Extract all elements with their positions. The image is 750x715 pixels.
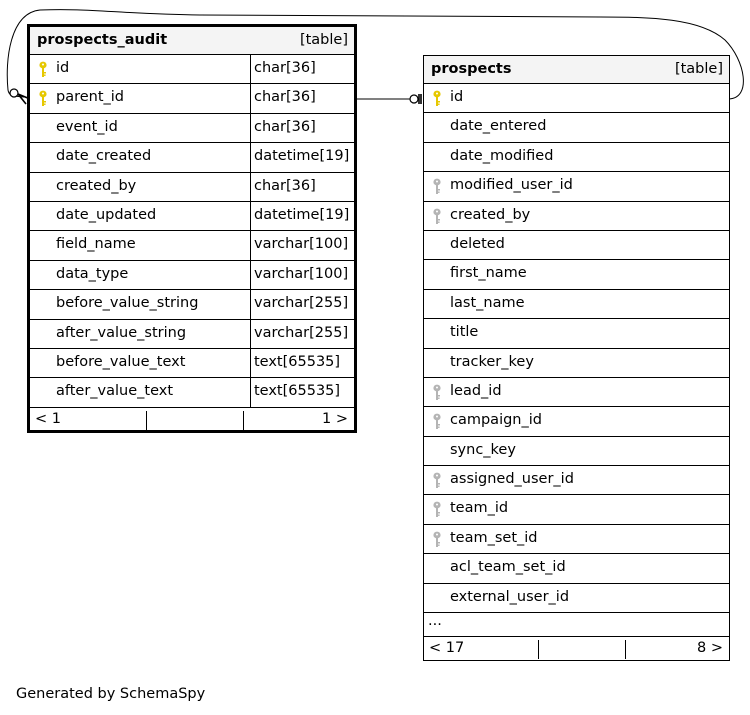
- column-name: parent_id: [56, 89, 125, 106]
- table-name: prospects_audit: [37, 32, 168, 48]
- column-row[interactable]: [424, 231, 729, 260]
- column-row[interactable]: [30, 55, 354, 84]
- column-row[interactable]: [424, 554, 729, 583]
- column-type: text[65535]: [254, 353, 341, 370]
- column-name: date_created: [56, 148, 152, 165]
- column-type: char[36]: [254, 60, 316, 76]
- column-type: text[65535]: [254, 383, 341, 400]
- column-name: lead_id: [450, 382, 502, 399]
- table-prospects-audit[interactable]: [27, 24, 357, 433]
- column-type: datetime[19]: [254, 148, 350, 165]
- column-row[interactable]: [424, 84, 729, 113]
- table-header: [424, 56, 729, 84]
- column-row[interactable]: [424, 437, 729, 466]
- column-type: char[36]: [254, 118, 316, 135]
- column-row[interactable]: [30, 378, 354, 407]
- key-icon: [432, 178, 442, 195]
- key-icon: [432, 413, 442, 430]
- key-icon: [432, 531, 442, 548]
- children-count[interactable]: 1 >: [322, 410, 348, 427]
- column-name: tracker_key: [450, 353, 534, 370]
- one-marker: [419, 94, 421, 104]
- column-name: campaign_id: [450, 412, 542, 429]
- column-name: before_value_text: [56, 353, 186, 370]
- column-name: team_set_id: [450, 529, 538, 546]
- column-row[interactable]: [424, 525, 729, 554]
- column-name: event_id: [56, 118, 118, 135]
- column-row[interactable]: [30, 320, 354, 349]
- parents-count[interactable]: < 1: [35, 410, 61, 427]
- column-row[interactable]: [30, 261, 354, 290]
- column-name: field_name: [56, 236, 136, 253]
- column-row[interactable]: [424, 113, 729, 142]
- zero-or-one-marker: [410, 95, 418, 103]
- table-header: [30, 27, 354, 55]
- column-type: varchar[255]: [254, 295, 349, 312]
- column-row[interactable]: [424, 143, 729, 172]
- column-row[interactable]: [30, 173, 354, 202]
- column-name: modified_user_id: [450, 177, 573, 194]
- key-icon: [432, 384, 442, 401]
- column-row[interactable]: [30, 290, 354, 319]
- column-type: datetime[19]: [254, 206, 350, 223]
- key-icon: [38, 61, 48, 78]
- column-name: before_value_string: [56, 295, 199, 312]
- more-columns-label: ...: [428, 613, 442, 630]
- key-icon: [432, 90, 442, 107]
- column-name: date_updated: [56, 206, 157, 223]
- children-count[interactable]: 8 >: [697, 640, 723, 657]
- column-row[interactable]: [30, 349, 354, 378]
- column-name: external_user_id: [450, 588, 570, 605]
- column-row[interactable]: [30, 84, 354, 113]
- key-icon: [432, 208, 442, 225]
- column-name: first_name: [450, 265, 527, 282]
- column-name: id: [56, 60, 70, 76]
- column-row[interactable]: [424, 349, 729, 378]
- parents-count[interactable]: < 17: [429, 640, 465, 657]
- column-row[interactable]: [424, 172, 729, 201]
- column-name: id: [450, 89, 464, 105]
- column-name: after_value_string: [56, 324, 187, 341]
- column-row[interactable]: [424, 584, 729, 613]
- column-name: after_value_text: [56, 383, 174, 400]
- column-row[interactable]: [30, 202, 354, 231]
- table-kind: [table]: [299, 32, 348, 48]
- column-row[interactable]: [30, 143, 354, 172]
- column-row[interactable]: [424, 495, 729, 524]
- column-name: data_type: [56, 265, 129, 282]
- column-name: assigned_user_id: [450, 471, 574, 488]
- key-icon: [38, 90, 48, 107]
- column-row[interactable]: [30, 114, 354, 143]
- generated-by-label: Generated by SchemaSpy: [16, 686, 206, 702]
- column-row[interactable]: [424, 319, 729, 348]
- column-name: date_entered: [450, 118, 547, 135]
- table-footer: [424, 637, 729, 661]
- column-name: created_by: [56, 177, 137, 194]
- table-kind: [table]: [674, 61, 723, 77]
- zero-or-many-marker: [10, 89, 18, 97]
- column-name: created_by: [450, 206, 531, 223]
- table-prospects[interactable]: [423, 55, 730, 661]
- table-footer: [30, 408, 354, 432]
- key-icon: [432, 501, 442, 518]
- column-name: sync_key: [450, 441, 516, 458]
- column-name: title: [450, 324, 479, 341]
- column-type: varchar[100]: [254, 265, 349, 282]
- key-icon: [432, 472, 442, 489]
- column-type: varchar[100]: [254, 236, 349, 253]
- column-type: char[36]: [254, 177, 316, 194]
- column-row[interactable]: [424, 202, 729, 231]
- column-name: last_name: [450, 294, 525, 311]
- column-type: varchar[255]: [254, 324, 349, 341]
- column-name: acl_team_set_id: [450, 559, 566, 576]
- column-row[interactable]: [30, 231, 354, 260]
- table-name: prospects: [431, 61, 512, 77]
- column-row[interactable]: [424, 260, 729, 289]
- column-row[interactable]: [424, 466, 729, 495]
- more-columns: [424, 613, 729, 637]
- column-name: deleted: [450, 235, 505, 252]
- column-name: date_modified: [450, 147, 554, 164]
- column-name: team_id: [450, 500, 509, 517]
- column-row[interactable]: [424, 378, 729, 407]
- column-row[interactable]: [424, 407, 729, 436]
- column-type: char[36]: [254, 89, 316, 106]
- column-row[interactable]: [424, 290, 729, 319]
